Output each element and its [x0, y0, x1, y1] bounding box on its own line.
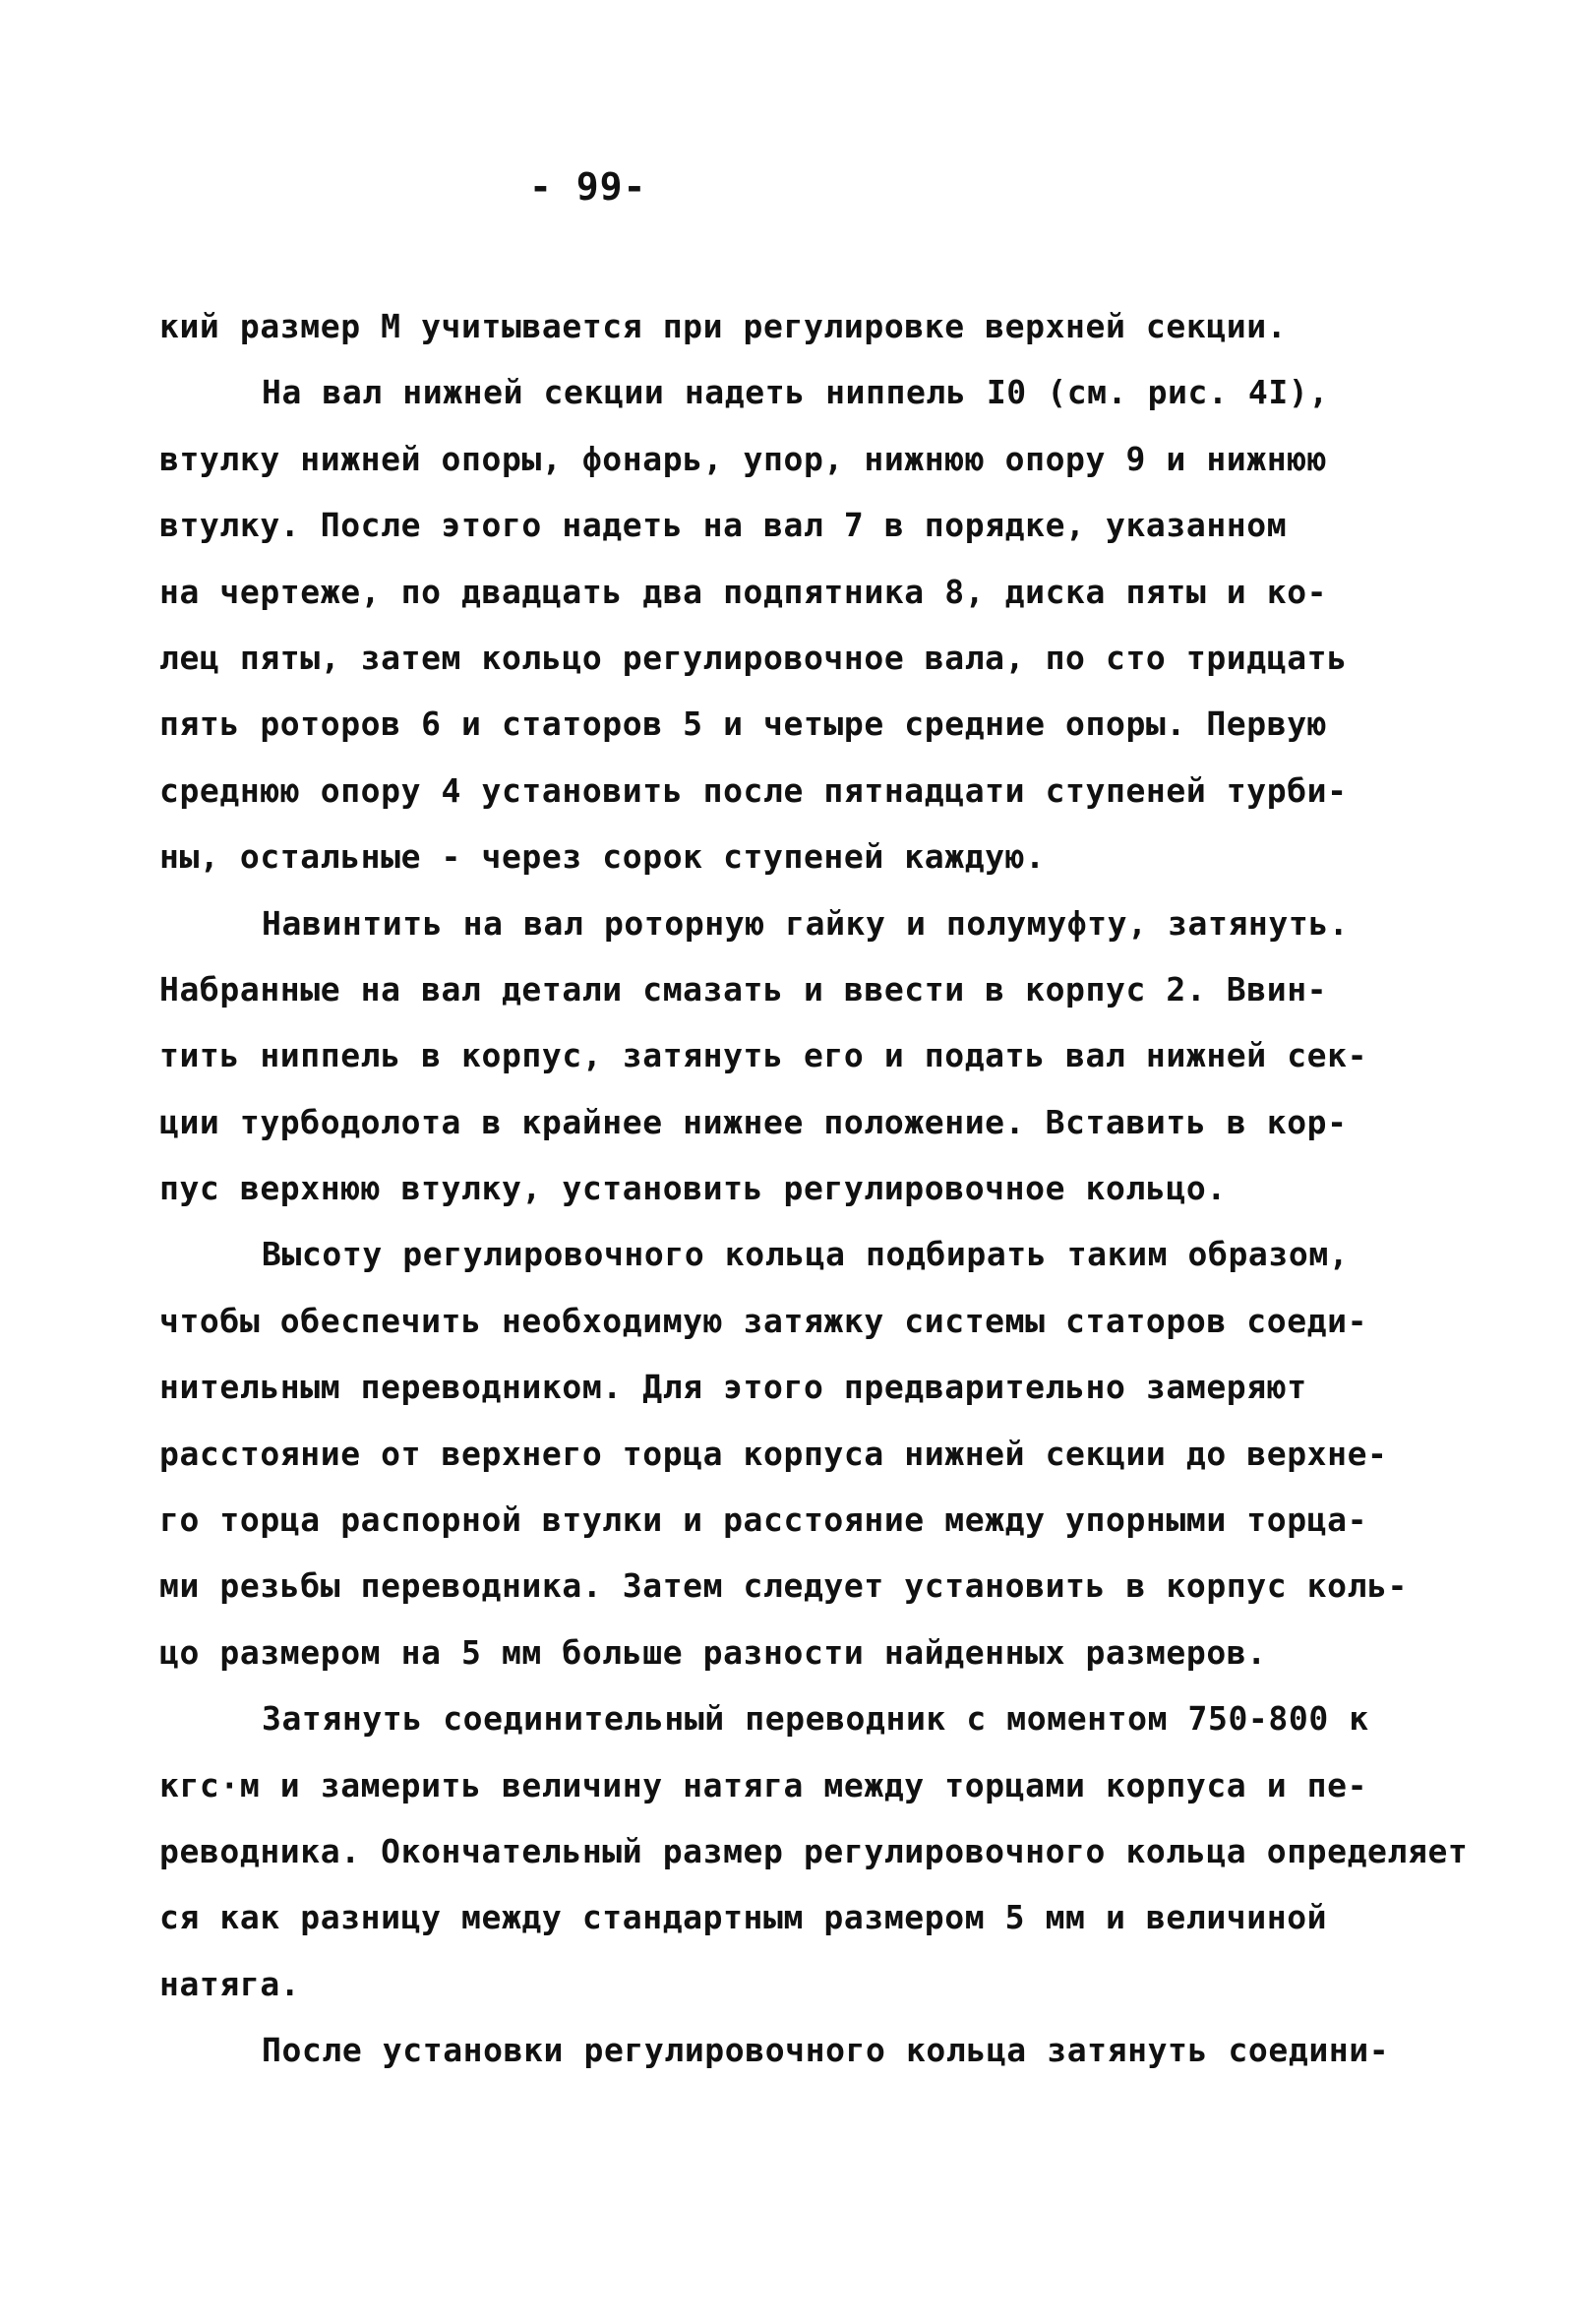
text-line: лец пяты, затем кольцо регулировочное вала, по сто тридцать — [159, 638, 1348, 677]
text-line: ны, остальные - через сорок ступеней каждую. — [159, 837, 1046, 877]
text-line: ми резьбы переводника. Затем следует установить в корпус коль- — [159, 1566, 1408, 1606]
text-line: втулку. После этого надеть на вал 7 в порядке, указанном — [159, 506, 1288, 545]
body-text — [159, 293, 1497, 2084]
text-line: среднюю опору 4 установить после пятнадцати ступеней турби- — [159, 770, 1348, 810]
text-line: втулку нижней опоры, фонарь, упор, нижнюю опору 9 и нижнюю — [159, 439, 1328, 478]
text-line: нительным переводником. Для этого предварительно замеряют — [159, 1368, 1307, 1407]
text-line: на чертеже, по двадцать два подпятника 8, диска пяты и ко- — [159, 572, 1328, 611]
text-line: ся как разницу между стандартным размером 5 мм и величиной — [159, 1898, 1328, 1937]
text-line: На вал нижней секции надеть ниппель I0 (см. рис. 4I), — [262, 373, 1329, 412]
text-line: цо размером на 5 мм больше разности найденных размеров. — [159, 1632, 1267, 1672]
text-line: ции турбодолота в крайнее нижнее положение. Вставить в кор- — [159, 1102, 1348, 1141]
text-line: Набранные на вал детали смазать и ввести в корпус 2. Ввин- — [159, 969, 1328, 1009]
text-line: расстояние от верхнего торца корпуса нижней секции до верхне- — [159, 1434, 1388, 1473]
text-line: кий размер М учитывается при регулировке верхней секции. — [159, 307, 1288, 345]
text-line: Высоту регулировочного кольца подбирать таким образом, — [262, 1235, 1350, 1274]
text-line: чтобы обеспечить необходимую затяжку системы статоров соеди- — [159, 1301, 1368, 1340]
text-line: го торца распорной втулки и расстояние между упорными торца- — [159, 1500, 1368, 1540]
text-line: реводника. Окончательный размер регулировочного кольца определяет — [159, 1831, 1469, 1870]
text-line: кгс·м и замерить величину натяга между торцами корпуса и пе- — [159, 1765, 1368, 1804]
text-line: пус верхнюю втулку, установить регулировочное кольцо. — [159, 1169, 1227, 1208]
text-line: Навинтить на вал роторную гайку и полумуфту, затянуть. — [262, 903, 1350, 943]
text-line: натяга. — [159, 1964, 301, 2003]
text-line: пять роторов 6 и статоров 5 и четыре средние опоры. Первую — [159, 704, 1328, 744]
text-line: тить ниппель в корпус, затянуть его и подать вал нижней сек- — [159, 1036, 1368, 1075]
text-line: После установки регулировочного кольца затянуть соедини- — [262, 2031, 1390, 2070]
page-number: - 99- — [529, 165, 647, 209]
text-line: Затянуть соединительный переводник с моментом 750-800 к — [262, 1699, 1369, 1739]
